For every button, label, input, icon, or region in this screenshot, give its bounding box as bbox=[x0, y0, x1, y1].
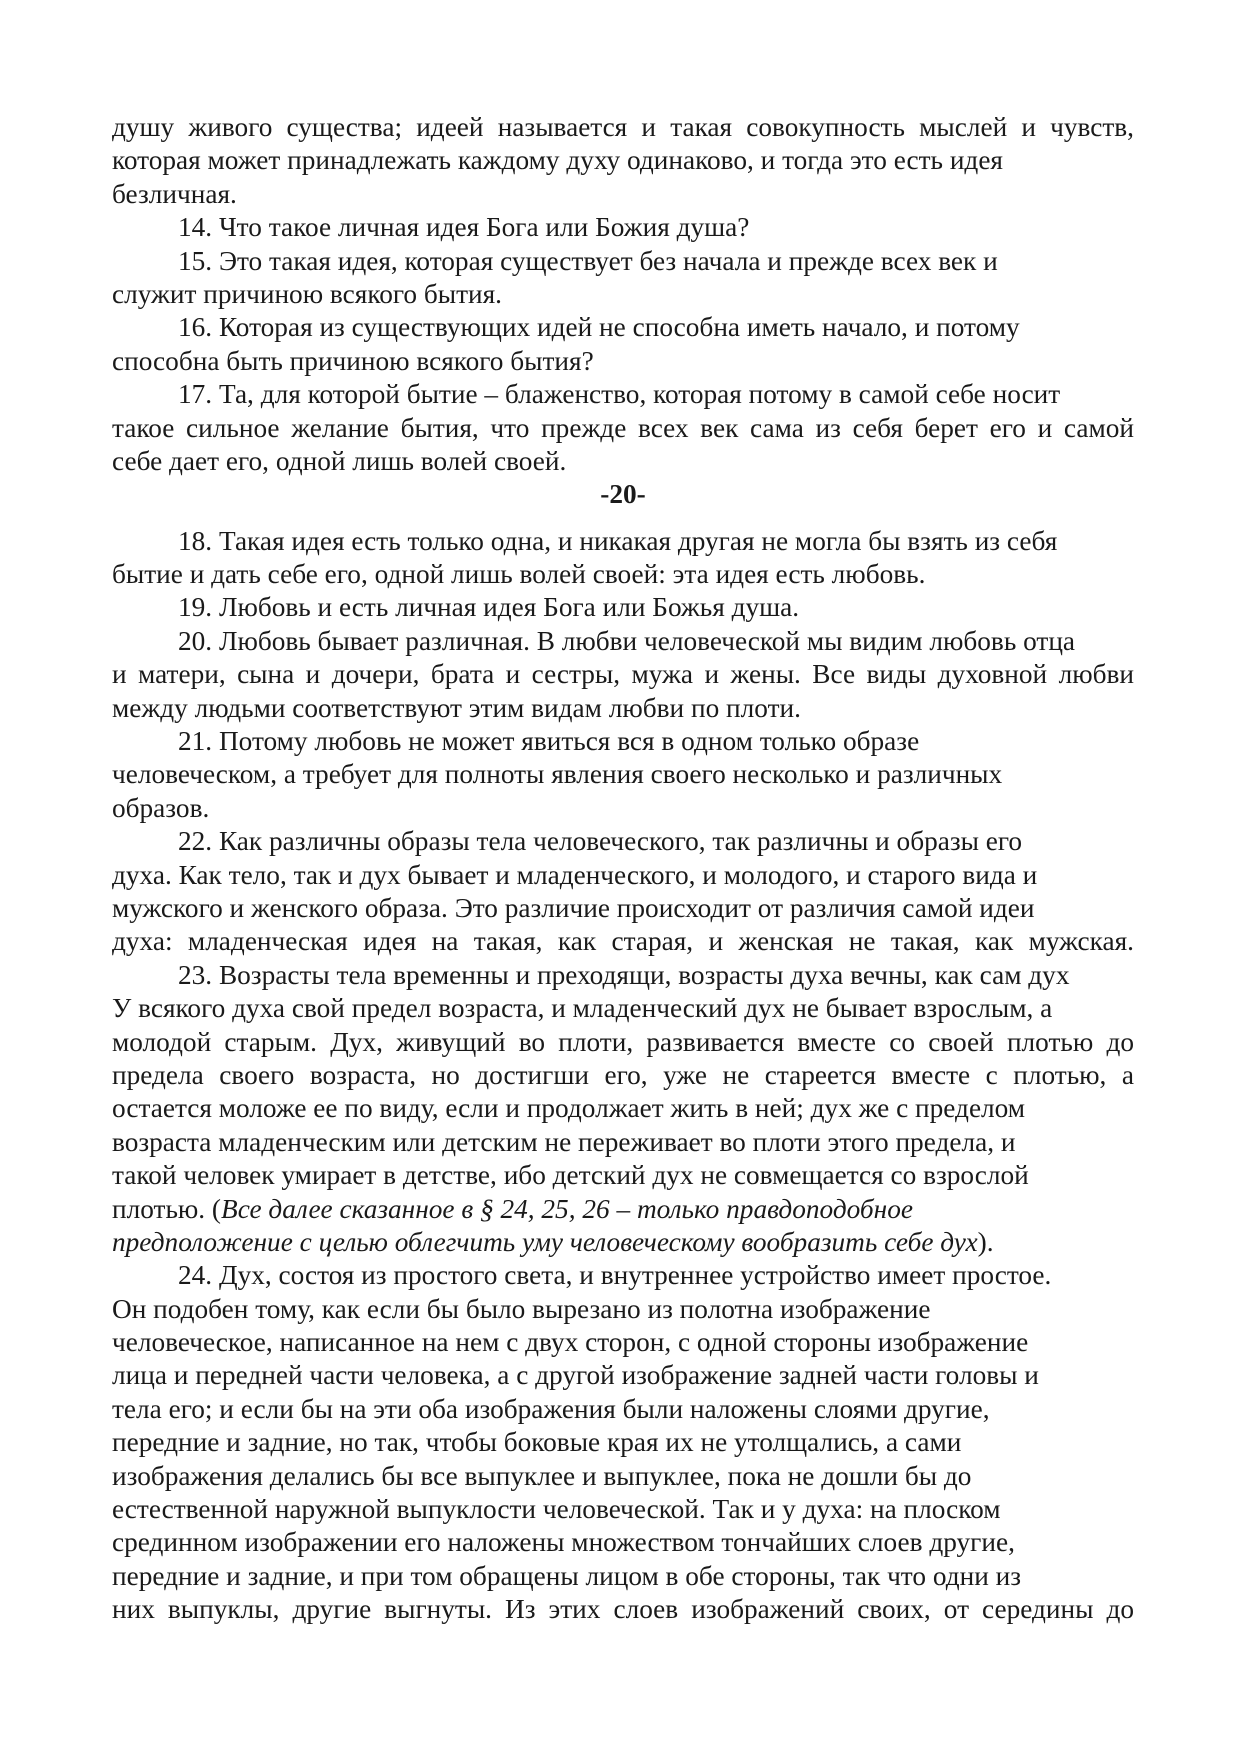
paragraph-21: 21. Потому любовь не может явиться вся в одном только образе bbox=[178, 726, 920, 757]
text-line: человеческое, написанное на нем с двух сторон, с одной стороны изображение bbox=[112, 1327, 1029, 1358]
text-line: естественной наружной выпуклости человеческой. Так и у духа: на плоском bbox=[112, 1494, 1001, 1525]
text-line: остается моложе ее по виду, если и продолжает жить в ней; дух же с пределом bbox=[112, 1093, 1026, 1124]
text-line: бытие и дать себе его, одной лишь волей своей: эта идея есть любовь. bbox=[112, 559, 926, 590]
page-number: -20- bbox=[600, 479, 646, 510]
paragraph-23: 23. Возрасты тела временны и преходящи, возрасты духа вечны, как сам дух bbox=[178, 959, 1070, 990]
text-line: возраста младенческим или детским не переживает во плоти этого предела, и bbox=[112, 1126, 1016, 1157]
text-line: служит причиною всякого бытия. bbox=[112, 278, 502, 309]
text-line: молодой старым. Дух, живущий во плоти, развивается вместе со своей плотью до bbox=[112, 1026, 1134, 1057]
text-line: тела его; и если бы на эти оба изображения были наложены слоями другие, bbox=[112, 1393, 990, 1424]
text-line: лица и передней части человека, а с другой изображение задней части головы и bbox=[112, 1360, 1039, 1391]
text-line: предела своего возраста, но достигши его, уже не стареется вместе с плотью, а bbox=[112, 1059, 1134, 1090]
text-line: срединном изображении его наложены множеством тончайших слоев другие, bbox=[112, 1527, 1015, 1558]
text-line: передние и задние, и при том обращены лицом в обе стороны, так что одни из bbox=[112, 1560, 1022, 1591]
text-line: душу живого существа; идеей называется и такая совокупность мыслей и чувств, bbox=[112, 112, 1134, 142]
paragraph-15: 15. Это такая идея, которая существует без начала и прежде всех век и bbox=[178, 245, 998, 276]
paragraph-19: 19. Любовь и есть личная идея Бога или Божья душа. bbox=[178, 592, 800, 623]
text-line: между людьми соответствуют этим видам любви по плоти. bbox=[112, 692, 801, 723]
text-line: них выпуклы, другие выгнуты. Из этих слоев изображений своих, от середины до bbox=[112, 1594, 1134, 1625]
paragraph-24: 24. Дух, состоя из простого света, и внутреннее устройство имеет простое. bbox=[178, 1260, 1052, 1291]
document-page bbox=[112, 111, 1134, 1627]
text-line: передние и задние, но так, чтобы боковые края их не утолщались, а сами bbox=[112, 1427, 962, 1458]
text-line: безличная. bbox=[112, 178, 237, 209]
text-line: духа. Как тело, так и дух бывает и младенческого, и молодого, и старого вида и bbox=[112, 859, 1038, 890]
paragraph-22: 22. Как различны образы тела человеческого, так различны и образы его bbox=[178, 826, 1023, 857]
text-line: изображения делались бы все выпуклее и выпуклее, пока не дошли бы до bbox=[112, 1460, 972, 1491]
text-line-with-italic bbox=[112, 1226, 1134, 1259]
paragraph-16: 16. Которая из существующих идей не способна иметь начало, и потому bbox=[178, 312, 1020, 343]
text-line: Он подобен тому, как если бы было вырезано из полотна изображение bbox=[112, 1293, 931, 1324]
text-line: мужского и женского образа. Это различие происходит от различия самой идеи bbox=[112, 892, 1035, 923]
text-line: человеческом, а требует для полноты явления своего несколько и различных bbox=[112, 759, 1003, 790]
text-line: У всякого духа свой предел возраста, и младенческий дух не бывает взрослым, а bbox=[112, 993, 1053, 1024]
text-line-with-italic bbox=[112, 1193, 1134, 1226]
text-line: такой человек умирает в детстве, ибо детский дух не совмещается со взрослой bbox=[112, 1160, 1029, 1191]
text-line: такое сильное желание бытия, что прежде всех век сама из себя берет его и самой bbox=[112, 412, 1134, 443]
text-run: ). bbox=[977, 1226, 994, 1257]
text-run: плотью. ( bbox=[112, 1193, 222, 1224]
text-line: и матери, сына и дочери, брата и сестры, мужа и жены. Все виды духовной любви bbox=[112, 659, 1134, 690]
italic-note: Все далее сказанное в § 24, 25, 26 – только правдоподобное bbox=[221, 1193, 913, 1224]
paragraph-20: 20. Любовь бывает различная. В любви человеческой мы видим любовь отца bbox=[178, 625, 1076, 656]
text-line: себе дает его, одной лишь волей своей. bbox=[112, 445, 567, 476]
text-line: которая может принадлежать каждому духу одинаково, и тогда это есть идея bbox=[112, 145, 1003, 176]
text-line: способна быть причиною всякого бытия? bbox=[112, 345, 594, 376]
question-14: 14. Что такое личная идея Бога или Божия душа? bbox=[178, 212, 750, 243]
text-line: духа: младенческая идея на такая, как старая, и женская не такая, как мужская. bbox=[112, 926, 1134, 957]
paragraph-18: 18. Такая идея есть только одна, и никакая другая не могла бы взять из себя bbox=[178, 525, 1058, 556]
italic-note: предположение с целью облегчить уму человеческому вообразить себе дух bbox=[112, 1226, 978, 1257]
paragraph-17: 17. Та, для которой бытие – блаженство, которая потому в самой себе носит bbox=[178, 379, 1061, 410]
text-line: образов. bbox=[112, 792, 210, 823]
